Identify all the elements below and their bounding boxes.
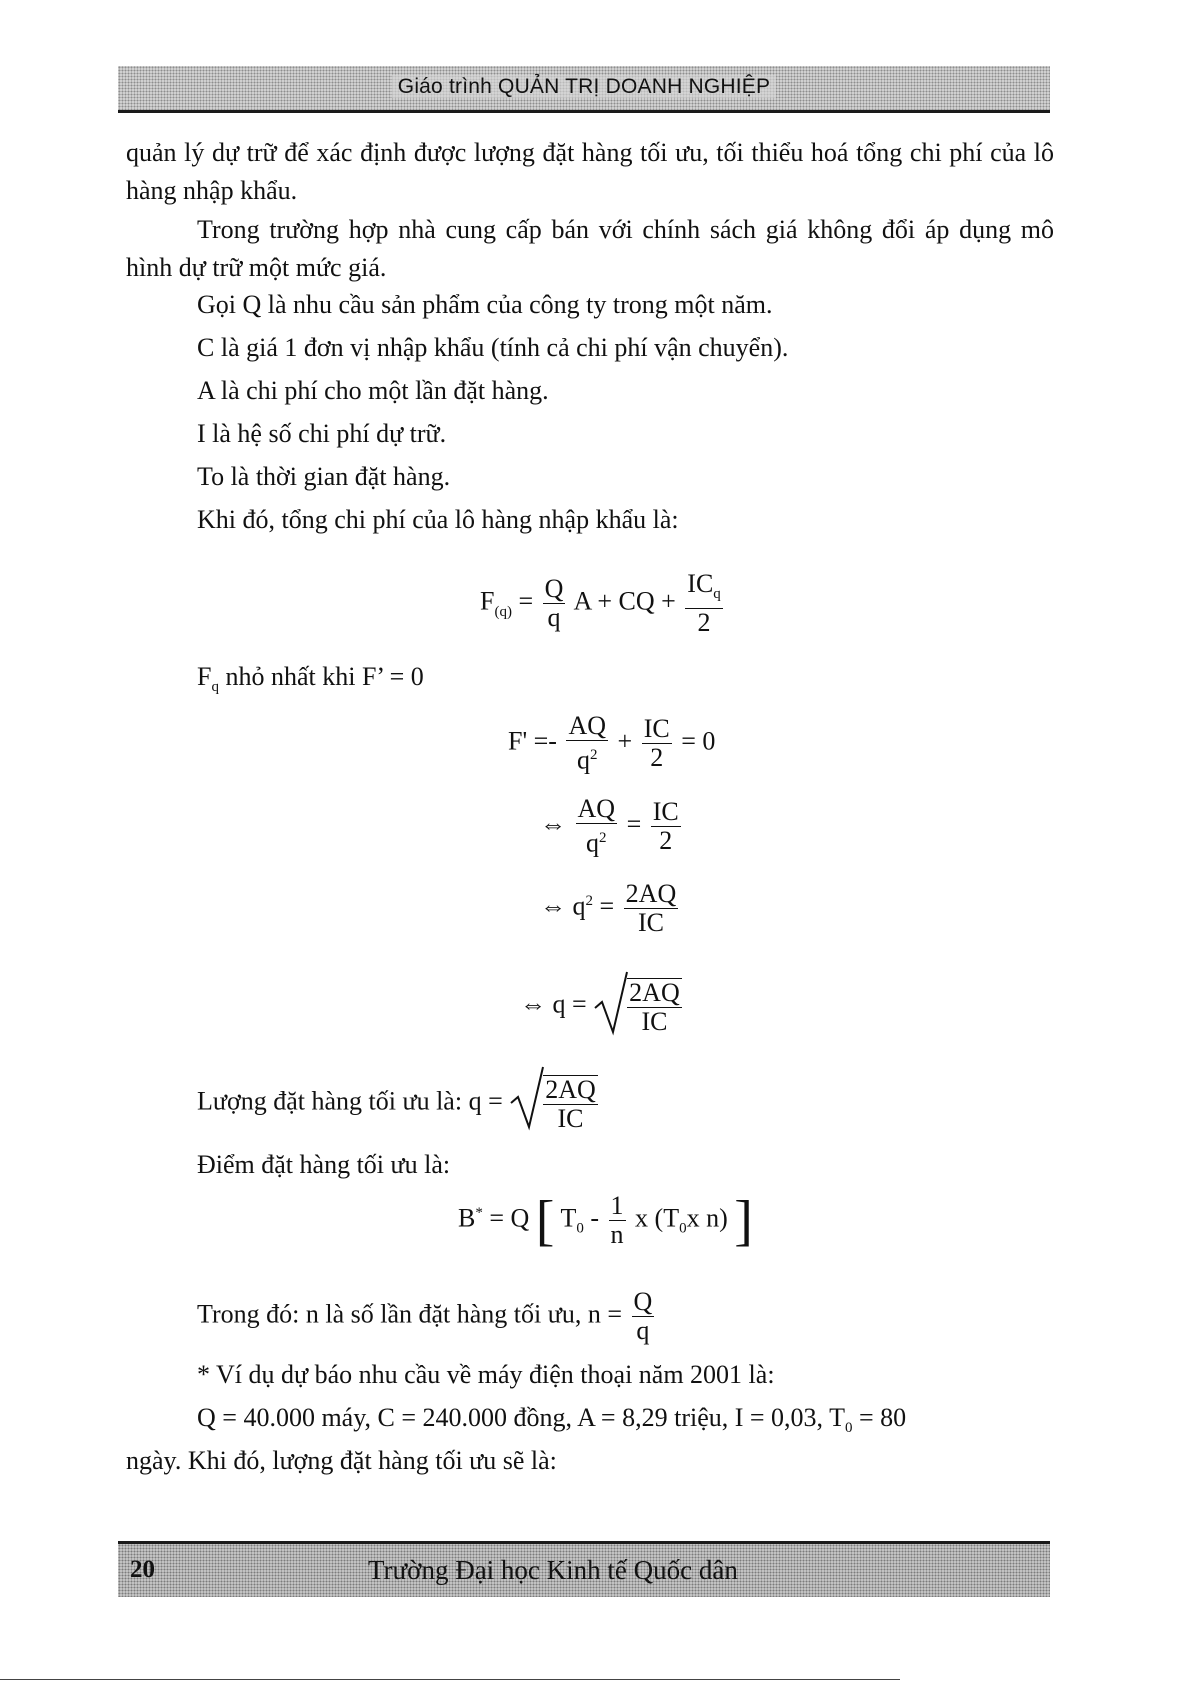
total-cost-formula: $F_{(q)}$ = $\frac{Q}{q}$ A + CQ + $\frac{IC_q}{2}$: [480, 569, 721, 638]
reorder-point-formula: B* = Q [ $T_0$ - $\frac{1}{n}$ x ($T_0x$ n) ]: [458, 1189, 753, 1252]
optimal-quantity: Lượng đặt hàng tối ưu là: q = $\frac{2AQ}{IC}$: [197, 1065, 601, 1142]
footer-title: Trường Đại học Kinh tế Quốc dân: [368, 1555, 738, 1585]
equivalence-step-3: ⇔ q = $\frac{2AQ}{IC}$: [520, 970, 685, 1043]
reorder-point-label: Điểm đặt hàng tối ưu là:: [197, 1150, 451, 1179]
page-footer: [118, 1541, 1050, 1597]
fraction-icq-over-2: $\frac{IC_q}{2}$: [687, 569, 721, 638]
minimum-condition: $F_q$ nhỏ nhất khi F’ = 0: [197, 662, 424, 696]
paragraph-intro: quản lý dự trữ để xác định được lượng đặt hàng tối ưu, tối thiểu hoá tổng chi phí của lô hàng nhập khẩu.: [126, 138, 1054, 205]
paragraph-single-price: Trong trường hợp nhà cung cấp bán với chính sách giá không đổi áp dụng mô hình dự trữ một mức giá.: [126, 215, 1054, 282]
square-root-symbol: [593, 970, 629, 1043]
example-conclusion: ngày. Khi đó, lượng đặt hàng tối ưu sẽ là:: [126, 1446, 557, 1475]
example-intro: * Ví dụ dự báo nhu cầu về máy điện thoại năm 2001 là:: [197, 1360, 775, 1389]
where-n-definition: Trong đó: n là số lần đặt hàng tối ưu, n = $\frac{Q}{q}$: [197, 1287, 653, 1345]
total-cost-intro: Khi đó, tổng chi phí của lô hàng nhập khẩu là:: [197, 505, 679, 534]
definition-to: To là thời gian đặt hàng.: [197, 462, 451, 491]
example-values: Q = 40.000 máy, C = 240.000 đồng, A = 8,29 triệu, I = 0,03, $T_0 = 80$: [197, 1403, 907, 1437]
definition-i: I là hệ số chi phí dự trữ.: [197, 419, 447, 448]
derivative-formula: F' =- $\frac{AQ}{q^2}$ + $\frac{IC}{2}$ = 0: [508, 711, 716, 775]
definition-q: Gọi Q là nhu cầu sản phẩm của công ty trong một năm.: [197, 290, 773, 319]
page-number: 20: [130, 1556, 155, 1583]
definition-c: C là giá 1 đơn vị nhập khẩu (tính cả chi phí vận chuyển).: [197, 333, 789, 362]
definition-a: A là chi phí cho một lần đặt hàng.: [197, 376, 549, 405]
page-header: [118, 66, 1050, 113]
equivalence-step-1: ⇔ $\frac{AQ}{q^2}$ = $\frac{IC}{2}$: [540, 794, 679, 858]
page-edge-line: [0, 1679, 900, 1680]
equivalence-step-2: ⇔ $q^2$ = $\frac{2AQ}{IC}$: [540, 879, 677, 937]
header-title: Giáo trình QUẢN TRỊ DOANH NGHIỆP: [118, 75, 1050, 99]
fraction-q-over-q: $\frac{Q}{q}$: [544, 574, 564, 633]
